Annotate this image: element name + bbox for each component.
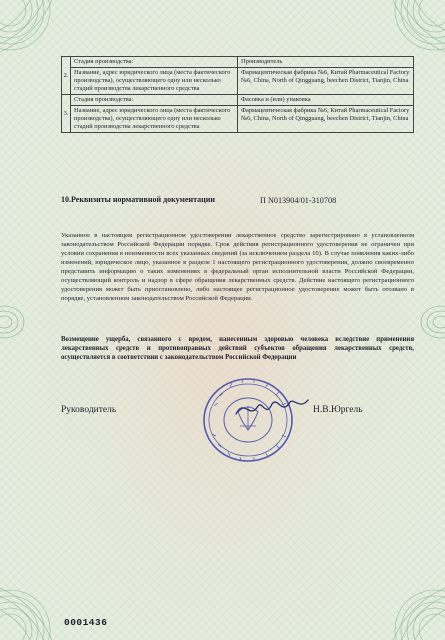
stage-value: Фасовка и (или) упаковка — [238, 95, 414, 106]
guilloche-rosette — [419, 302, 445, 342]
table-row — [62, 106, 414, 133]
liability-paragraph: Возмещение ущерба, связанного с вредом, нанесенным здоровью человека вследствие применения лекарственных средств и противоправных действий субъектов обращения лекарственных средств, осуществляется в соответствии с законодательством Российской Федерации — [61, 336, 414, 362]
table-row — [62, 95, 414, 106]
guilloche-corner-ornament — [0, 0, 58, 58]
entity-name-label: Название, адрес юридического лица (места фактического производства), осуществляющего одну или несколько стадий производства лекарственного средства — [71, 106, 238, 133]
entity-name-value: Фармацевтическая фабрика №6, Китай Pharmaceutical Factory №6, China, North of Qingguang, beechen District, Tianjin, China — [238, 106, 414, 133]
production-stages-table — [61, 56, 414, 133]
stage-label: Стадия производства: — [71, 57, 238, 68]
row-number: 2. — [62, 57, 71, 95]
guilloche-corner-ornament — [0, 582, 58, 640]
stage-label: Стадия производства: — [71, 95, 238, 106]
guilloche-rosette — [0, 302, 26, 342]
validity-paragraph: Указанное в настоящем регистрационном удостоверении лекарственное средство зарегистрировано в установленном законодательством Российской Федерации порядке. Срок действия регистрационного удостоверения не ограничен при условии сохранения в неизменности всех указанных сведений (за исключением раздела 10). В случае появления каких-либо изменений, юридическое лицо, указанное в разделе 1 настоящего регистрационного удостоверения, должно своевременно представить информацию о таких изменениях в федеральный орган исполнительной власти Российской Федерации, осуществляющий контроль и надзор в сфере обращения лекарственных средств. Действие настоящего регистрационного удостоверения может быть приостановлено, либо настоящее регистрационное удостоверение может быть отозвано в порядке, установленном законодательством Российской Федерации. — [61, 232, 414, 302]
stage-value: Производитель — [238, 57, 414, 68]
guilloche-corner-ornament — [387, 0, 445, 58]
handwritten-signature — [232, 392, 312, 424]
entity-name-label: Название, адрес юридического лица (места фактического производства), осуществляющего одну или несколько стадий производства лекарственного средства — [71, 68, 238, 95]
entity-name-value: Фармацевтическая фабрика №6, Китай Pharmaceutical Factory №6, China, North of Qingguang, beechen District, Tianjin, China — [238, 68, 414, 95]
signatory-name: Н.В.Юргель — [313, 405, 363, 415]
table-row — [62, 68, 414, 95]
row-number: 3. — [62, 95, 71, 133]
requisites-number: П N013904/01-310708 — [260, 196, 337, 205]
requisites-title: 10.Реквизиты нормативной документации — [61, 195, 215, 204]
table-row — [62, 57, 414, 68]
signatory-title: Руководитель — [61, 405, 117, 415]
serial-number: 0001436 — [64, 617, 108, 628]
guilloche-corner-ornament — [387, 582, 445, 640]
